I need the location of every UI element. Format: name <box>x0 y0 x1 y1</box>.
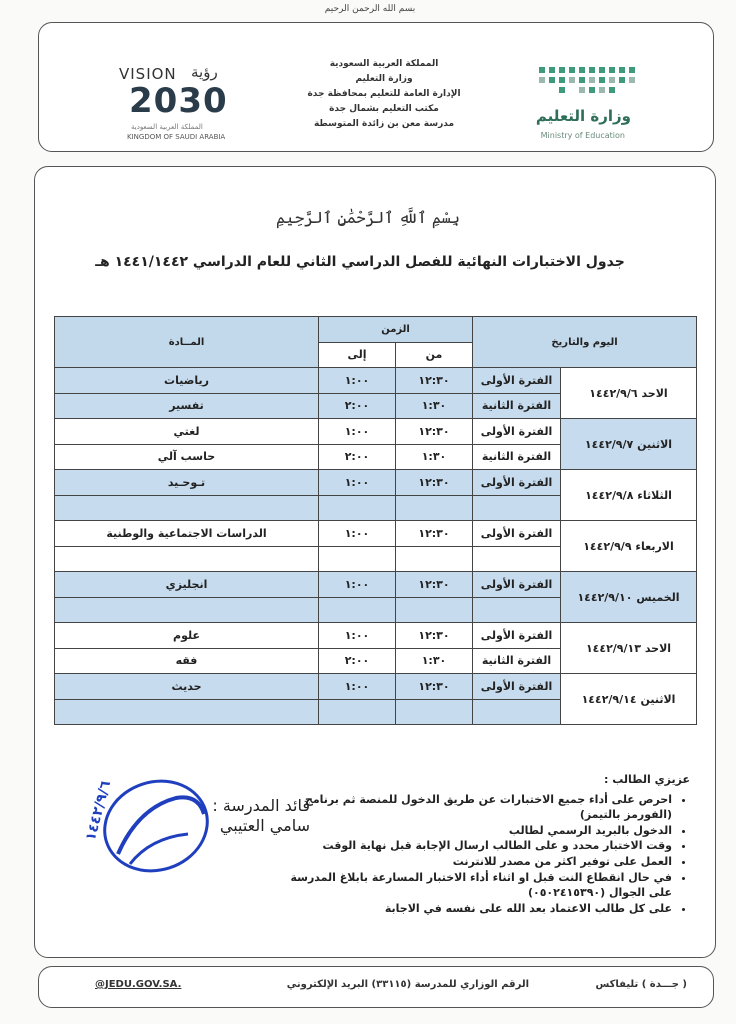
table-row <box>55 674 697 700</box>
gov-line: مدرسة معن بن زائدة المتوسطة <box>313 119 455 129</box>
footer-bar <box>38 966 714 1008</box>
subject-cell: انجليزي <box>55 572 319 598</box>
stamp-date: ١٤٤٢/٩/٦ <box>82 779 115 843</box>
principal-name: سامي العتيبي <box>219 816 310 835</box>
period-cell: الفترة الثانية <box>473 648 561 674</box>
to-cell <box>319 546 396 572</box>
subject-cell: تـوحـيد <box>55 470 319 496</box>
gov-line: الإدارة العامة للتعليم بمحافظة جدة <box>307 89 461 99</box>
subject-cell: الدراسات الاجتماعية والوطنية <box>55 521 319 547</box>
footer-phone: ( جـــدة ) تليفاكس <box>595 979 687 990</box>
ministry-dots-icon <box>535 63 645 101</box>
note-item: • العمل على توفير اكثر من مصدر للانترنت <box>270 854 672 870</box>
subject-cell: رياضيات <box>55 368 319 394</box>
ministry-ar-name: وزارة التعليم <box>535 107 631 125</box>
from-cell: ١٢:٣٠ <box>396 521 473 547</box>
period-cell: الفترة الأولى <box>473 572 561 598</box>
vision-en-label: VISION <box>119 65 177 83</box>
from-cell <box>396 597 473 623</box>
subject-cell <box>55 597 319 623</box>
note-item: • في حال انقطاع النت قبل او اثناء أداء الاختبار المسارعة بابلاغ المدرسة على الجوال (٠٥٠٢٤١٥٣٩٠) <box>270 870 672 901</box>
subject-cell <box>55 546 319 572</box>
table-row <box>55 572 697 598</box>
notes-heading: عزيزي الطالب : <box>604 773 690 786</box>
day-cell: الخميس ١٤٤٢/٩/١٠ <box>561 572 697 623</box>
note-item: • وقت الاختبار محدد و على الطالب ارسال الإجابة قبل نهاية الوقت <box>270 838 672 854</box>
to-cell: ١:٠٠ <box>319 470 396 496</box>
period-cell: الفترة الأولى <box>473 419 561 445</box>
period-cell: الفترة الأولى <box>473 674 561 700</box>
from-cell <box>396 495 473 521</box>
from-cell: ١:٣٠ <box>396 393 473 419</box>
gov-line: مكتب التعليم بشمال جدة <box>329 104 439 114</box>
subject-cell: علوم <box>55 623 319 649</box>
letterhead <box>38 22 714 152</box>
to-cell: ١:٠٠ <box>319 419 396 445</box>
day-cell: الاحد ١٤٤٢/٩/١٣ <box>561 623 697 674</box>
from-cell: ١٢:٣٠ <box>396 572 473 598</box>
subject-cell <box>55 699 319 725</box>
to-cell <box>319 699 396 725</box>
period-cell: الفترة الثانية <box>473 444 561 470</box>
kingdom-en-label: KINGDOM OF SAUDI ARABIA <box>127 133 226 141</box>
gov-line: وزارة التعليم <box>355 74 413 84</box>
period-cell: الفترة الأولى <box>473 368 561 394</box>
period-cell: الفترة الأولى <box>473 521 561 547</box>
from-cell <box>396 546 473 572</box>
from-cell: ١:٣٠ <box>396 444 473 470</box>
note-item: • احرص على أداء جميع الاختبارات عن طريق الدخول للمنصة ثم برنامج (الفورمز بالتيمز) <box>270 792 672 823</box>
vision-ar-label: رؤية <box>191 63 218 81</box>
subject-cell <box>55 495 319 521</box>
note-item: • على كل طالب الاعتماد بعد الله على نفسه في الاجابة <box>270 901 672 917</box>
to-cell: ١:٠٠ <box>319 674 396 700</box>
table-row <box>55 470 697 496</box>
subject-cell: تفسير <box>55 393 319 419</box>
from-cell: ١٢:٣٠ <box>396 470 473 496</box>
period-cell <box>473 597 561 623</box>
from-cell: ١:٣٠ <box>396 648 473 674</box>
note-item: • الدخول بالبريد الرسمي لطالب <box>270 823 672 839</box>
table-row <box>55 368 697 394</box>
header-day: اليوم والتاريخ <box>473 317 697 368</box>
day-cell: الاثنين ١٤٤٢/٩/٧ <box>561 419 697 470</box>
to-cell: ٢:٠٠ <box>319 393 396 419</box>
to-cell <box>319 597 396 623</box>
from-cell <box>396 699 473 725</box>
vision-2030-logo <box>101 65 241 145</box>
to-cell <box>319 495 396 521</box>
gov-line: المملكة العربية السعودية <box>329 59 439 69</box>
day-cell: الثلاثاء ١٤٤٢/٩/٨ <box>561 470 697 521</box>
school-stamp <box>78 768 228 888</box>
to-cell: ١:٠٠ <box>319 521 396 547</box>
footer-ministerial-number: الرقم الوزاري للمدرسة (٣٣١١٥) البريد الإلكتروني <box>286 979 529 990</box>
footer-email: @JEDU.GOV.SA. <box>95 979 182 990</box>
from-cell: ١٢:٣٠ <box>396 623 473 649</box>
to-cell: ١:٠٠ <box>319 623 396 649</box>
government-lines <box>284 57 484 132</box>
period-cell: الفترة الأولى <box>473 623 561 649</box>
vision-year: 2030 <box>129 81 228 121</box>
to-cell: ١:٠٠ <box>319 572 396 598</box>
from-cell: ١٢:٣٠ <box>396 368 473 394</box>
subject-cell: حاسب آلي <box>55 444 319 470</box>
subject-cell: فقه <box>55 648 319 674</box>
table-row <box>55 419 697 445</box>
ministry-en-name: Ministry of Education <box>540 131 625 140</box>
principal-title: قائد المدرسة : <box>212 796 310 815</box>
student-notes <box>270 772 690 916</box>
top-basmala: بسم الله الرحمن الرحيم <box>324 4 416 14</box>
kingdom-ar-label: المملكة العربية السعودية <box>131 123 203 131</box>
day-cell: الاثنين ١٤٤٢/٩/١٤ <box>561 674 697 725</box>
to-cell: ٢:٠٠ <box>319 444 396 470</box>
period-cell <box>473 495 561 521</box>
day-cell: الاحد ١٤٤٢/٩/٦ <box>561 368 697 419</box>
ministry-logo <box>515 63 685 143</box>
day-cell: الاربعاء ١٤٤٢/٩/٩ <box>561 521 697 572</box>
period-cell: الفترة الثانية <box>473 393 561 419</box>
table-row <box>55 521 697 547</box>
header-time: الزمن <box>319 317 473 343</box>
header-subject: المــادة <box>55 317 319 368</box>
to-cell: ١:٠٠ <box>319 368 396 394</box>
basmala: بِسْمِ ٱللَّهِ ٱلرَّحْمَٰنِ ٱلرَّحِيمِ <box>275 208 460 227</box>
page-title: جدول الاختبارات النهائية للفصل الدراسي الثاني للعام الدراسي ١٤٤١/١٤٤٢ هـ <box>95 254 625 270</box>
subject-cell: لغتي <box>55 419 319 445</box>
header-from: من <box>396 342 473 368</box>
exam-schedule-table <box>54 316 697 725</box>
period-cell <box>473 546 561 572</box>
subject-cell: حديث <box>55 674 319 700</box>
period-cell <box>473 699 561 725</box>
table-row <box>55 623 697 649</box>
from-cell: ١٢:٣٠ <box>396 674 473 700</box>
from-cell: ١٢:٣٠ <box>396 419 473 445</box>
period-cell: الفترة الأولى <box>473 470 561 496</box>
to-cell: ٢:٠٠ <box>319 648 396 674</box>
header-to: إلى <box>319 342 396 368</box>
